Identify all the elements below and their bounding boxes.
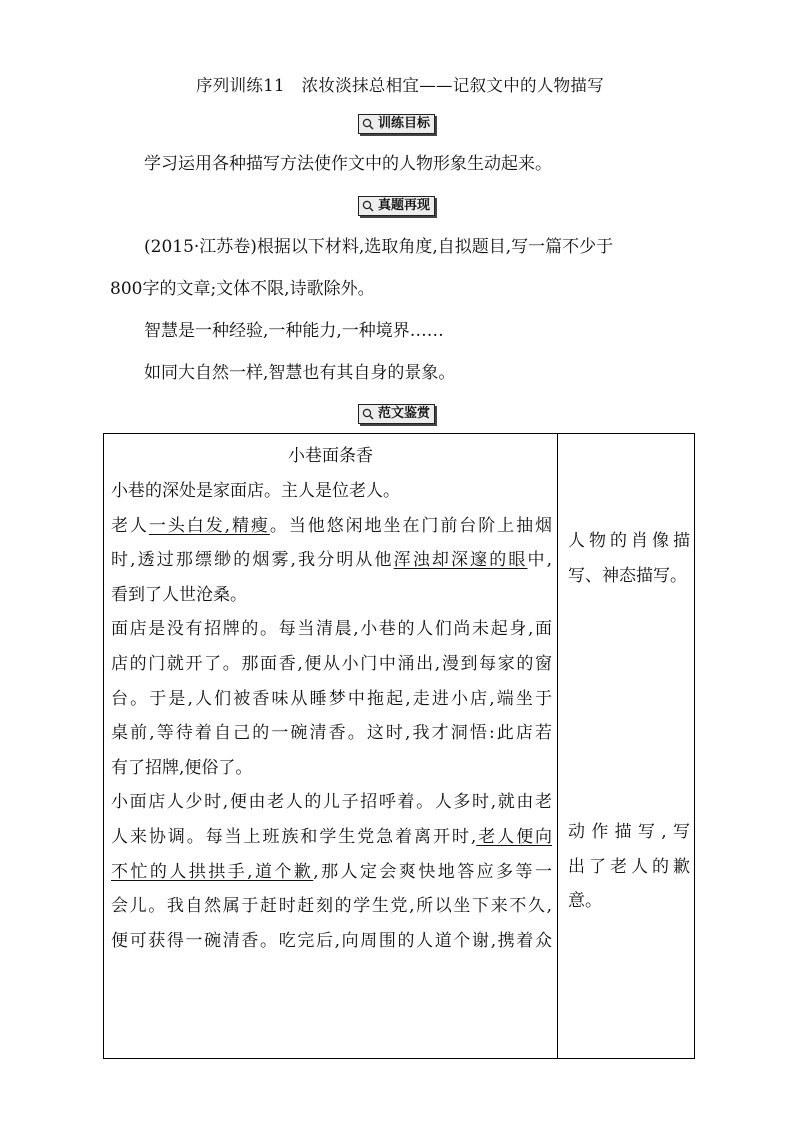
pencil-icon (362, 200, 374, 212)
essay-body (104, 474, 557, 958)
essay-text: 中, (527, 550, 553, 571)
essay-line: 小面店人少时,便由老人的儿子招呼着。人多时,就由老 (111, 792, 552, 813)
annotation-line: 写、神态描写。 (568, 565, 687, 586)
essay-line: 桌前,等待着自己的一碗清香。这时,我才洞悟:此店若 (111, 723, 552, 744)
page-title: 序列训练11 浓妆淡抹总相宜——记叙文中的人物描写 (196, 76, 604, 95)
essay-text: 时,透过那缥缈的烟雾,我分明从他 (111, 550, 394, 571)
prompt-line-4: 如同大自然一样,智慧也有其自身的景象。 (144, 363, 456, 383)
essay-line: 台。于是,人们被香味从睡梦中拖起,走进小店,端坐于 (111, 688, 552, 709)
section-tag-model-essay (358, 404, 435, 424)
prompt-line-2: 800字的文章;文体不限,诗歌除外。 (110, 279, 375, 299)
underlined-phrase: 老人便向 (476, 826, 553, 847)
underlined-phrase: 浑浊却深邃的眼 (393, 550, 528, 571)
essay-text: ,那人定会爽快地答应多等一 (313, 861, 552, 882)
prompt-line-1: (2015·江苏卷)根据以下材料,选取角度,自拟题目,写一篇不少于 (144, 237, 614, 257)
essay-text: 老人 (111, 515, 149, 536)
underlined-phrase: 一头白发,精瘦 (148, 515, 270, 536)
section-tag-goal-label: 训练目标 (378, 116, 431, 131)
essay-line: 看到了人世沧桑。 (111, 584, 247, 605)
annotation-line: 人物的肖像描 (568, 531, 690, 551)
annotation-line: 出了老人的歉 (568, 856, 690, 877)
essay-line: 会儿。我自然属于赶时赶刻的学生党,所以坐下来不久, (111, 896, 552, 917)
annotation-portrait (568, 524, 690, 593)
essay-text-cell (104, 434, 558, 1059)
essay-text: 人来协调。每当上班族和学生党急着离开时, (111, 826, 477, 847)
essay-line (111, 855, 552, 890)
essay-title: 小巷面条香 (288, 446, 373, 466)
essay-line: 有了招牌,便俗了。 (111, 757, 253, 778)
essay-line (111, 543, 552, 578)
underlined-phrase: 不忙的人拱拱手,道个歉 (111, 861, 314, 882)
section-tag-model-essay-label: 范文鉴赏 (378, 406, 431, 421)
prompt-line-3: 智慧是一种经验,一种能力,一种境界…… (144, 321, 444, 341)
essay-line (111, 820, 552, 855)
essay-line: 店的门就开了。那面香,便从小门中涌出,漫到每家的窗 (111, 653, 552, 674)
section-tag-real-exam-label: 真题再现 (378, 198, 431, 213)
annotation-action (568, 815, 690, 919)
essay-line: 小巷的深处是家面店。主人是位老人。 (111, 481, 400, 501)
annotation-line: 意。 (568, 891, 602, 912)
section-tag-goal (358, 114, 435, 134)
pencil-icon (362, 408, 374, 420)
essay-line: 便可获得一碗清香。吃完后,向周围的人道个谢,携着众 (111, 930, 552, 951)
section-tag-real-exam (358, 196, 435, 216)
pencil-icon (362, 118, 374, 130)
goal-text: 学习运用各种描写方法使作文中的人物形象生动起来。 (144, 154, 552, 174)
annotation-line: 动作描写,写 (568, 822, 690, 842)
essay-line: 面店是没有招牌的。每当清晨,小巷的人们尚未起身,面 (111, 619, 552, 640)
essay-line (111, 509, 552, 544)
essay-text: 。当他悠闲地坐在门前台阶上抽烟 (269, 515, 553, 536)
